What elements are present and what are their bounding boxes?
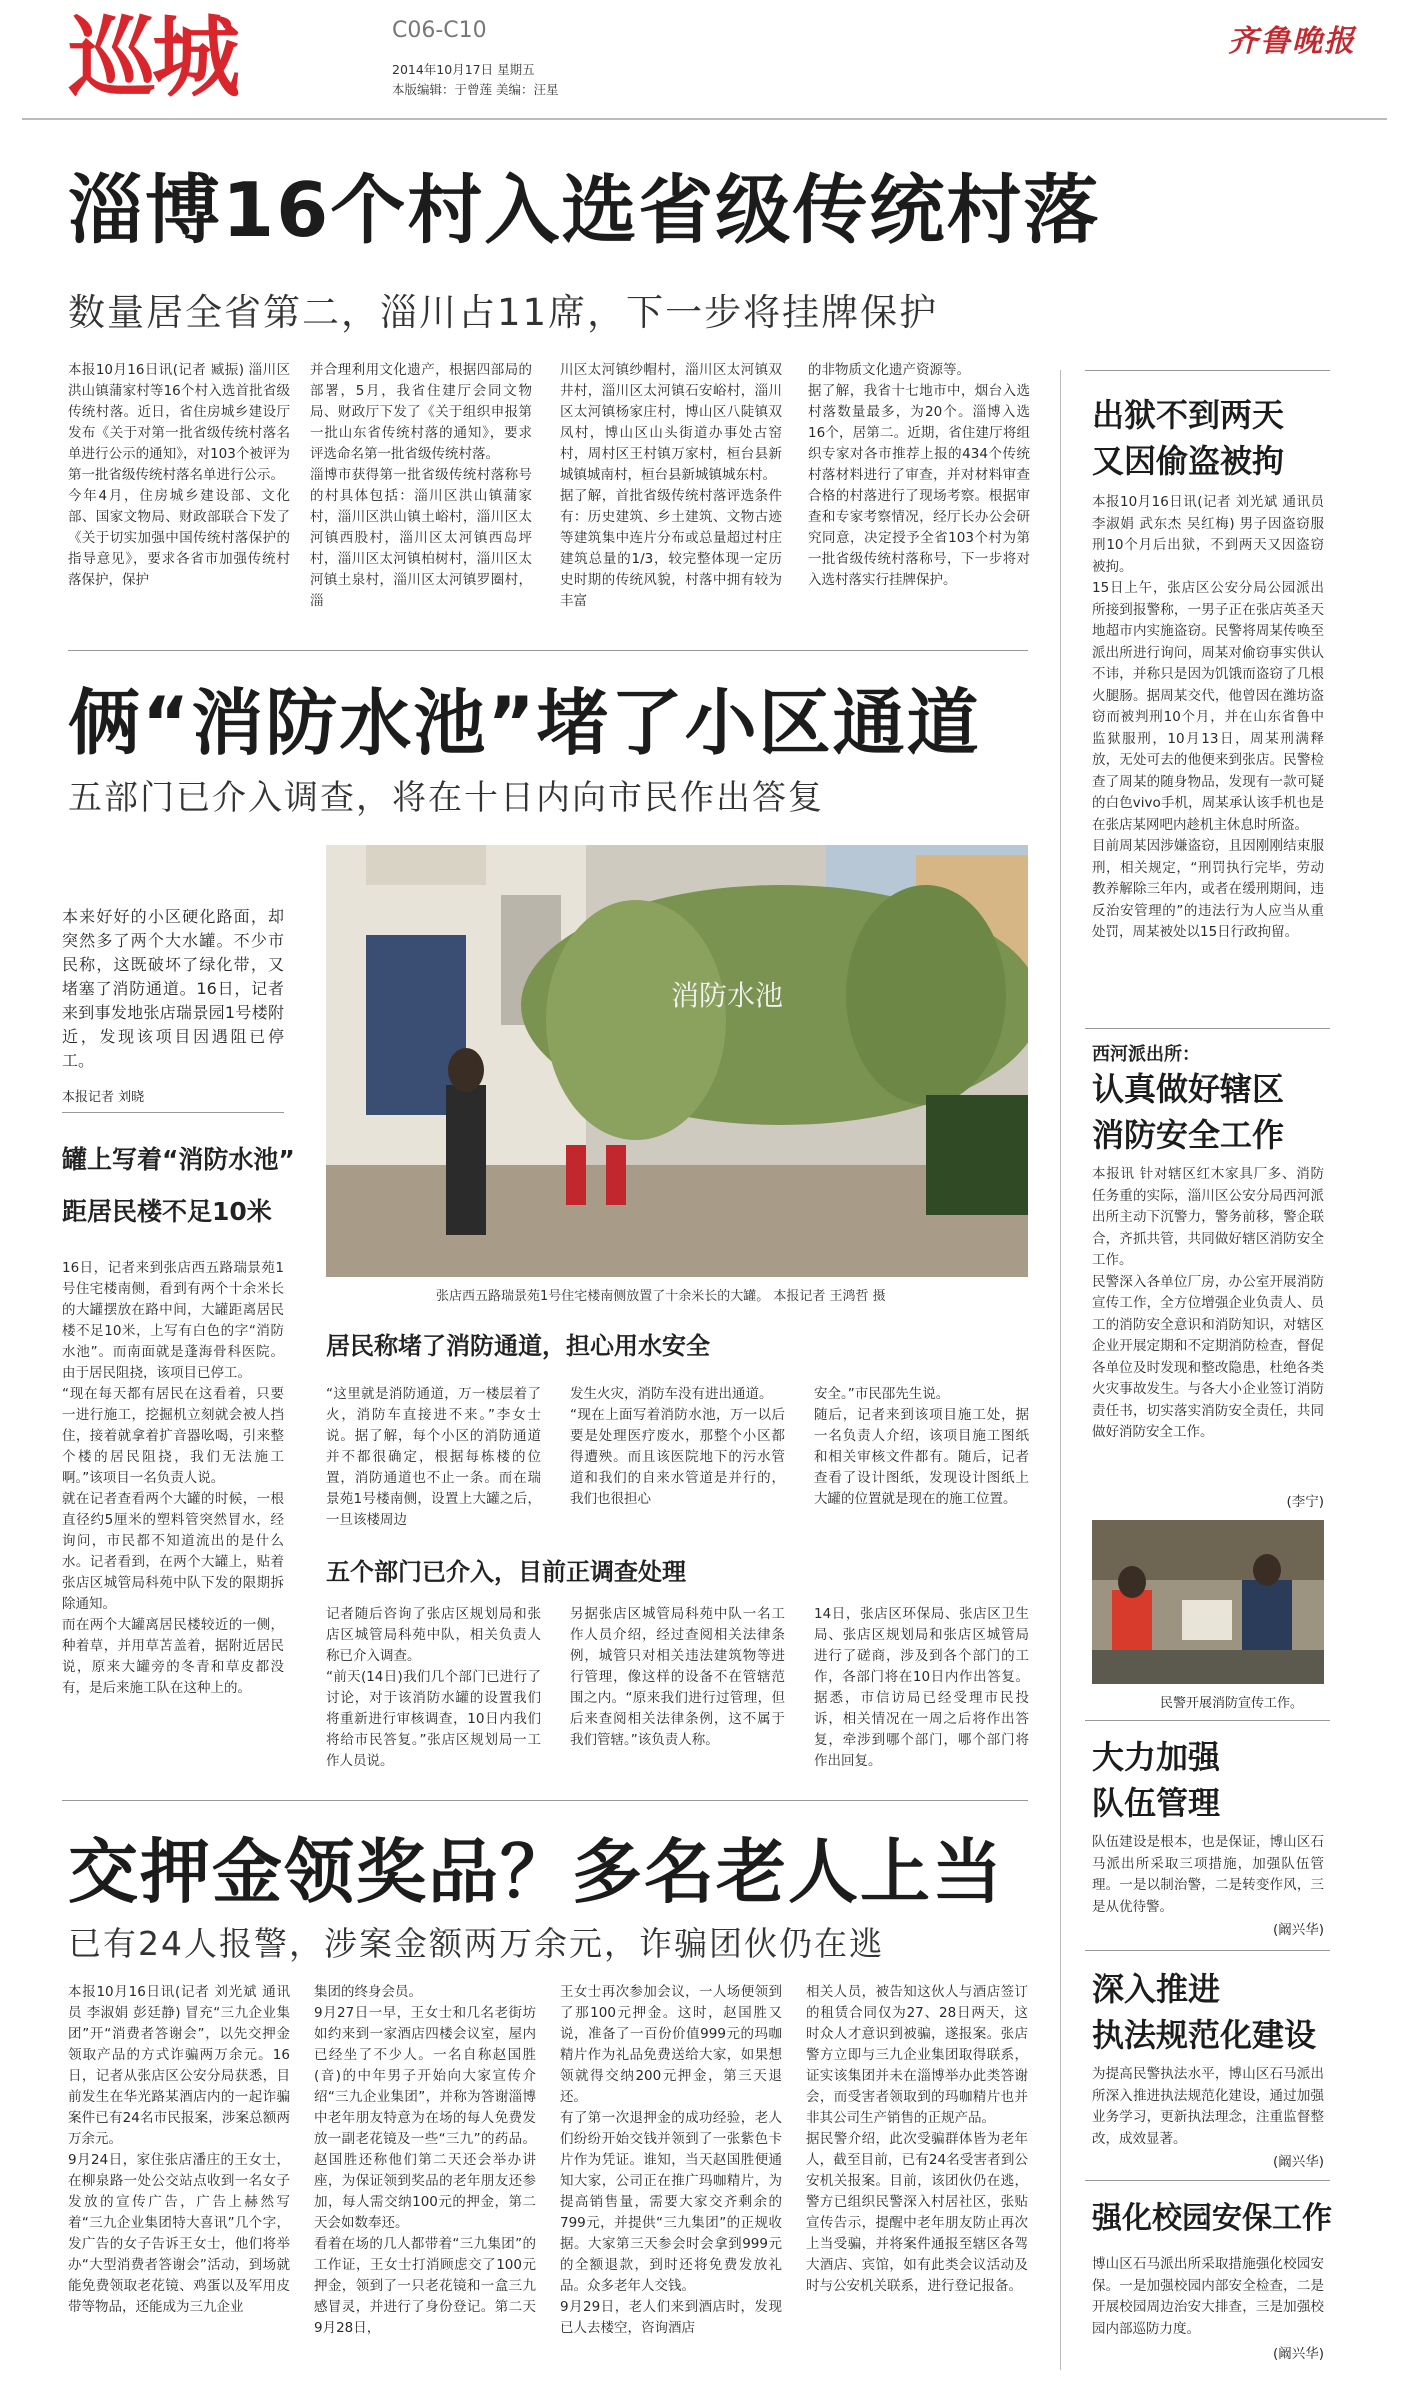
subhead-departments: 五个部门已介入，目前正调查处理	[326, 1558, 686, 1586]
deck: 数量居全省第二，淄川占11席，下一步将挂牌保护	[68, 291, 939, 334]
side2-title: 认真做好辖区 消防安全工作	[1092, 1070, 1285, 1154]
body-col-4: 的非物质文化遗产资源等。 据了解，我省十七地市中，烟台入选村落数量最多，为20个。淄博入选16个，居第二。近期，省住建厅将组织专家对各市推荐上报的434个传统村落材料进行了审查，并对材料审查合格的村落进行了现场考察。根据审查和专家考察情况，经厅长办公会研究同意，决定授予全省103个村为第一批省级传统村落称号，下一步将对入选村落实行挂牌保护。	[808, 362, 1030, 588]
side5-text: 博山区石马派出所采取措施强化校园安保。一是加强校园内部安全检查，二是开展校园周边治安大排查，三是加强校园内部巡防力度。	[1092, 2256, 1324, 2337]
divider	[62, 1800, 1028, 1801]
sidebar-rule	[1085, 370, 1330, 371]
tank-label: 消防水池	[671, 979, 784, 1012]
body-col-1: 本报10月16日讯(记者 臧振) 淄川区洪山镇蒲家村等16个村入选首批省级传统村落。近日，省住房城乡建设厅发布《关于对第一批省级传统村落名单进行公示的通知》，对103个被评为第一批省级传统村落名单进行公示。 今年4月，住房城乡建设部、文化部、国家文物局、财政部联合下发了《关于切实加强中国传统村落保护的指导意见》，要求各省市加强传统村落保护，保护	[68, 362, 290, 588]
side1-title: 出狱不到两天 又因偷盗被拘	[1092, 396, 1285, 480]
deck: 五部门已介入调查，将在十日内向市民作出答复	[68, 778, 824, 818]
subhead-distance: 距居民楼不足10米	[62, 1197, 272, 1226]
newspaper-logo: 齐鲁晚报	[1228, 24, 1356, 59]
side3-text: 队伍建设是根本，也是保证，博山区石马派出所采取三项措施，加强队伍管理。一是以制治警，二是转变作风，三是从优待警。	[1092, 1834, 1324, 1915]
low-col-3: 14日，张店区环保局、张店区卫生局、张店区规划局和张店区城管局进行了磋商，涉及到各个部门的工作，各部门将在10日内作出答复。据悉，市信访局已经受理市民投诉，相关情况在一周之后将作出答复，牵涉到哪个部门，哪个部门将作出回复。	[814, 1606, 1029, 1769]
side4-text: 为提高民警执法水平，博山区石马派出所深入推进执法规范化建设，通过加强业务学习，更新执法理念，注重监督整改，成效显著。	[1092, 2066, 1324, 2147]
headline: 俩“消防水池”堵了小区通道	[68, 681, 981, 765]
side4-signature: (阚兴华)	[1272, 2154, 1324, 2170]
section-title: 巡城	[68, 6, 237, 109]
body-col-2: 集团的终身会员。 9月27日一早，王女士和几名老街坊如约来到一家酒店四楼会议室，屋内已经坐了不少人。一名自称赵国胜(音)的中年男子开始向大家宣传介绍“三九企业集团”，并称为答谢淄博中老年朋友特意为在场的每人免费发放一副老花镜及一些“三九”的药品。赵国胜还称他们第二天还会举办讲座，为保证领到奖品的老年朋友还参加，每人需交纳100元的押金，第二天会如数奉还。 看着在场的几人都带着“三九集团”的工作证，王女士打消顾虑交了100元押金，领到了一只老花镜和一盒三九感冒灵，并进行了身份登记。第二天9月28日，	[314, 1984, 536, 2336]
low-col-2: 另据张店区城管局科苑中队一名工作人员介绍，经过查阅相关法律条例，城管只对相关违法建筑物等进行管理，像这样的设备不在管辖范围之内。“原来我们进行过管理，但后来查阅相关法律条例，这不属于我们管辖。”该负责人称。	[570, 1606, 785, 1748]
deck: 已有24人报警，涉案金额两万余元，诈骗团伙仍在逃	[68, 1924, 884, 1963]
sidebar-rule	[1085, 1028, 1330, 1029]
headline: 淄博16个村入选省级传统村落	[68, 166, 1101, 254]
editors: 本版编辑：于曾莲 美编：汪星	[392, 82, 559, 97]
side2-photo	[1092, 1520, 1324, 1684]
body-col-2: 并合理利用文化遗产，根据四部局的部署，5月，我省住建厅会同文物局、财政厅下发了《关于组织申报第一批山东省传统村落的通知》，要求评选命名第一批省级传统村落。 淄博市获得第一批省级传统村落称号的村具体包括：淄川区洪山镇蒲家村，淄川区洪山镇土峪村，淄川区太河镇西股村，淄川区太河镇西岛坪村，淄川区太河镇柏树村，淄川区太河镇土泉村，淄川区太河镇罗圈村，淄	[310, 362, 532, 609]
side3-title: 大力加强 队伍管理	[1092, 1738, 1221, 1822]
page-range: C06-C10	[392, 18, 487, 43]
tank-photo-illustration	[326, 845, 1028, 1277]
side5-title: 强化校园安保工作	[1092, 2201, 1332, 2236]
sidebar-rule	[1085, 1720, 1330, 1721]
column-divider	[1060, 370, 1061, 2370]
mid-col-2: 发生火灾，消防车没有进出通道。 “现在上面写着消防水池，万一以后要是处理医疗废水，那整个小区都得遭殃。而且该医院地下的污水管道和我们的自来水管道是并行的，我们也很担心	[570, 1386, 785, 1507]
masthead-rule	[22, 118, 1387, 120]
body-col-1: 本报10月16日讯(记者 刘光斌 通讯员 李淑娟 彭廷静) 冒充“三九企业集团”开“消费者答谢会”，以先交押金领取产品的方式诈骗两万余元。16日，记者从张店区公安分局获悉，目前发生在华光路某酒店内的一起诈骗案件已有24名市民报案，涉案总额两万余元。 9月24日，家住张店潘庄的王女士，在柳泉路一处公交站点收到一名女子发放的宣传广告，广告上赫然写着“三九企业集团特大喜讯”几个字，发广告的女子告诉王女士，他们将举办“大型消费者答谢会”活动，到场就能免费领取老花镜、鸡蛋以及军用皮带等物品，还能成为三九企业	[68, 1984, 290, 2315]
mid-col-1: “这里就是消防通道，万一楼层着了火，消防车直接进不来。”李女士说。据了解，每个小区的消防通道并不都很确定，根据每栋楼的位置，消防通道也不止一条。而在瑞景苑1号楼南侧，设置上大罐之后，一旦该楼周边	[326, 1386, 541, 1528]
body-col-4: 相关人员，被告知这伙人与酒店签订的租赁合同仅为27、28日两天，这时众人才意识到被骗，遂报案。张店警方立即与三九企业集团取得联系，证实该集团并未在淄博举办此类答谢会，而受害者领取到的玛咖精片也并非其公司生产销售的正规产品。 据民警介绍，此次受骗群体皆为老年人，截至目前，已有24名受害者到公安机关报案。目前，该团伙仍在逃，警方已组织民警深入村居社区，张贴宣传告示，提醒中老年朋友防止再次上当受骗，并将案件通报至辖区各驾大酒店、宾馆，如有此类会议活动及时与公安机关联系，进行登记报备。	[806, 1984, 1028, 2294]
side3-signature: (阚兴华)	[1272, 1922, 1324, 1938]
intro: 本来好好的小区硬化路面，却突然多了两个大水罐。不少市民称，这既破坏了绿化带，又堵塞了消防通道。16日，记者来到事发地张店瑞景园1号楼附近，发现该项目因遇阻已停工。	[62, 907, 284, 1070]
subhead-tank: 罐上写着“消防水池”	[62, 1145, 295, 1174]
side2-signature: (李宁)	[1286, 1494, 1324, 1510]
side2-caption: 民警开展消防宣传工作。	[1160, 1696, 1304, 1711]
body-left: 16日，记者来到张店西五路瑞景苑1号住宅楼南侧，看到有两个十余米长的大罐摆放在路中间，大罐距离居民楼不足10米，上写有白色的字“消防水池”。而南面就是蓬海骨科医院。由于居民阻挠，该项目已停工。 “现在每天都有居民在这看着，只要一进行施工，挖掘机立刻就会被人挡住，接着就拿着扩音器吆喝，引来整个楼的居民阻挠，我们无法施工啊。”该项目一名负责人说。 就在记者查看两个大罐的时候，一根直径约5厘米的塑料管突然冒水，经询问，市民都不知道流出的是什么水。记者看到，在两个大罐上，贴着张店区城管局科苑中队下发的限期拆除通知。 而在两个大罐离居民楼较近的一侧，种着草，并用草苫盖着，据附近居民说，原来大罐旁的冬青和草皮都没有，是后来施工队在这种上的。	[62, 1260, 284, 1696]
divider	[68, 650, 1028, 651]
photo-caption: 张店西五路瑞景苑1号住宅楼南侧放置了十余米长的大罐。 本报记者 王鸿哲 摄	[436, 1289, 886, 1304]
news-photo	[326, 845, 1028, 1277]
body-col-3: 川区太河镇纱帽村，淄川区太河镇双井村，淄川区太河镇石安峪村，淄川区太河镇杨家庄村，博山区八陡镇双凤村，博山区山头街道办事处古窑村，周村区王村镇万家村，桓台县新城镇城南村，桓台县新城镇城东村。 据了解，首批省级传统村落评选条件有：历史建筑、乡土建筑、文物古迹等建筑集中连片分布或总量超过村庄建筑总量的1/3，较完整体现一定历史时期的传统风貌，村落中拥有较为丰富	[560, 362, 782, 609]
side5-signature: (阚兴华)	[1272, 2346, 1324, 2362]
side2-kicker: 西河派出所：	[1092, 1044, 1200, 1065]
issue-date: 2014年10月17日 星期五	[392, 62, 535, 77]
mid-col-3: 安全。”市民邵先生说。 随后，记者来到该项目施工处，据一名负责人介绍，该项目施工图纸和相关审核文件都有。随后，记者查看了设计图纸，发现设计图纸上大罐的位置就是现在的施工位置。	[814, 1386, 1029, 1507]
subhead-residents: 居民称堵了消防通道，担心用水安全	[326, 1332, 710, 1360]
fire-safety-photo-illustration	[1092, 1520, 1324, 1684]
rule	[62, 1112, 284, 1113]
side2-text: 本报讯 针对辖区红木家具厂多、消防任务重的实际，淄川区公安分局西河派出所主动下沉警力，警务前移，警企联合，齐抓共管，共同做好辖区消防安全工作。 民警深入各单位厂房，办公室开展消防宣传工作，全方位增强企业负责人、员工的消防安全意识和消防知识，对辖区企业开展定期和不定期消防检查，督促各单位及时发现和整改隐患，杜绝各类火灾事故发生。与各大小企业签订消防责任书，切实落实消防安全责任，共同做好消防安全工作。	[1092, 1166, 1324, 1440]
side1-text: 本报10月16日讯(记者 刘光斌 通讯员 李淑娟 武东杰 吴红梅) 男子因盗窃服刑10个月后出狱，不到两天又因盗窃被拘。 15日上午，张店区公安分局公园派出所接到报警称，一男子正在张店英圣天地超市内实施盗窃。民警将周某传唤至派出所进行询问，周某对偷窃事实供认不讳，并称只是因为饥饿而盗窃了几根火腿肠。据周某交代，他曾因在潍坊盗窃而被判刑10个月，并在山东省鲁中监狱服刑，10月13日，周某刑满释放，无处可去的他便来到张店。民警检查了周某的随身物品，发现有一款可疑的白色vivo手机，周某承认该手机也是在张店某网吧内趁机主休息时所盗。 目前周某因涉嫌盗窃，且因刚刚结束服刑，相关规定，“刑罚执行完毕，劳动教养解除三年内，或者在缓刑期间，违反治安管理的”的违法行为人应当从重处罚，周某被处以15日行政拘留。	[1092, 494, 1324, 940]
sidebar-rule	[1085, 2180, 1330, 2181]
side4-title: 深入推进 执法规范化建设	[1092, 1970, 1317, 2054]
headline: 交押金领奖品？多名老人上当	[68, 1831, 1004, 1913]
byline: 本报记者 刘晓	[62, 1090, 145, 1105]
body-col-3: 王女士再次参加会议，一人场便领到了那100元押金。这时，赵国胜又说，准备了一百份价值999元的玛咖精片作为礼品免费送给大家，如果想领就得交纳200元押金，第三天退还。 有了第一次退押金的成功经验，老人们纷纷开始交钱并领到了一张紫色卡片作为凭证。谁知，当天赵国胜便通知大家，公司正在推广玛咖精片，为提高销售量，需要大家交齐剩余的799元，并提供“三九集团”的正规收据。大家第三天参会时会拿到999元的全额退款，到时还将免费发放礼品。众多老年人交钱。 9月29日，老人们来到酒店时，发现已人去楼空，咨询酒店	[560, 1984, 782, 2336]
low-col-1: 记者随后咨询了张店区规划局和张店区城管局科苑中队，相关负责人称已介入调查。 “前天(14日)我们几个部门已进行了讨论，对于该消防水罐的设置我们将重新进行审核调查，10日内我们将给市民答复。”张店区规划局一工作人员说。	[326, 1606, 541, 1769]
sidebar-rule	[1085, 1950, 1330, 1951]
